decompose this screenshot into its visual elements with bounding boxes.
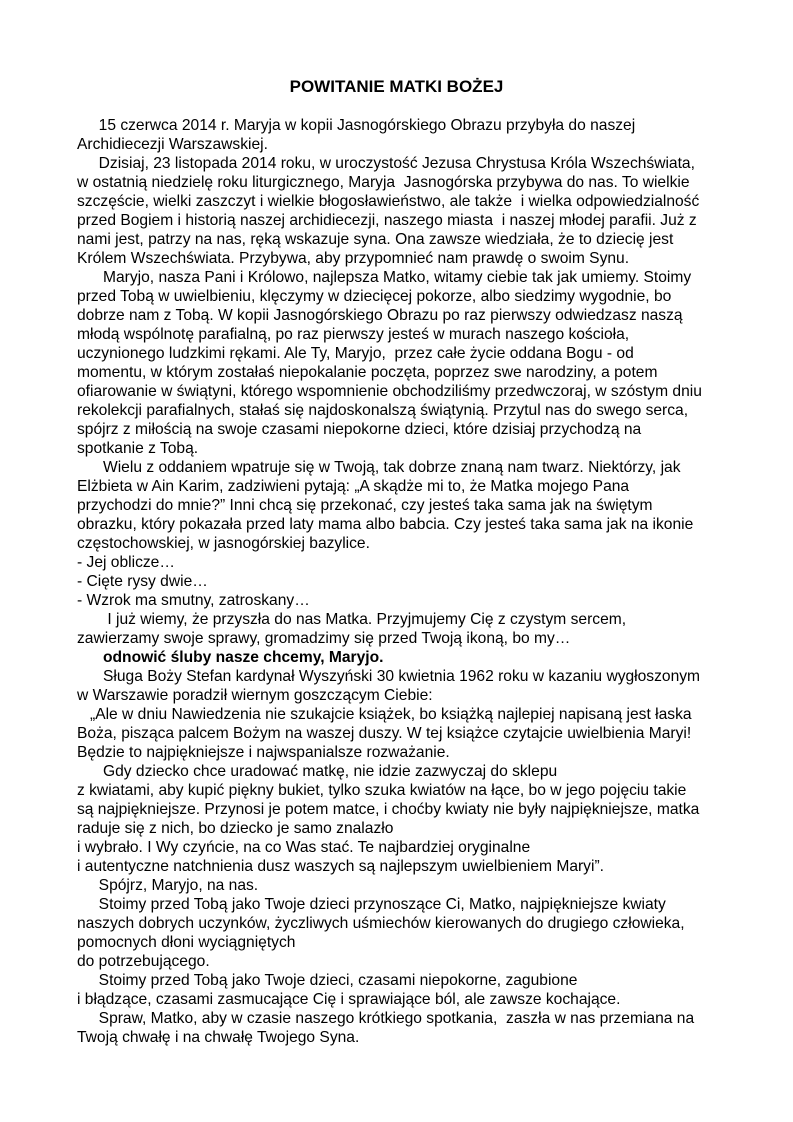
text-line: raduje się z nich, bo dziecko je samo znalazło bbox=[77, 820, 394, 837]
text-line: Gdy dziecko chce uradować matkę, nie idzie zazwyczaj do sklepu bbox=[77, 763, 558, 780]
text-line: Boża, pisząca palcem Bożym na waszej duszy. W tej książce czytajcie uwielbienia Maryi! bbox=[77, 725, 692, 742]
text-line: Archidiecezji Warszawskiej. bbox=[77, 136, 268, 153]
text-line: pomocnych dłoni wyciągniętych bbox=[77, 934, 296, 951]
text-line: do potrzebującego. bbox=[77, 953, 210, 970]
text-line: Stoimy przed Tobą jako Twoje dzieci, czasami niepokorne, zagubione bbox=[77, 972, 578, 989]
text-line: rekolekcji parafialnych, stałaś się najdoskonalszą świątynią. Przytul nas do swego serca, bbox=[77, 402, 689, 419]
text-line: ofiarowanie w świątyni, którego wspomnienie obchodziliśmy przedwczoraj, w szóstym dniu bbox=[77, 383, 702, 400]
text-line: w Warszawie poradził wiernym goszczącym Ciebie: bbox=[77, 687, 433, 704]
text-line: - Jej oblicze… bbox=[77, 554, 175, 571]
text-line: Będzie to najpiękniejsze i najwspanialsze rozważanie. bbox=[77, 744, 450, 761]
text-line: Wielu z oddaniem wpatruje się w Twoją, tak dobrze znaną nam twarz. Niektórzy, jak bbox=[77, 459, 681, 476]
text-line: „Ale w dniu Nawiedzenia nie szukajcie książek, bo książką najlepiej napisaną jest łaska bbox=[77, 706, 692, 723]
text-line: przed Bogiem i historią naszej archidiecezji, naszego miasta i naszej młodej parafii. Już z bbox=[77, 212, 697, 229]
page-title: POWITANIE MATKI BOŻEJ bbox=[289, 77, 504, 96]
text-line: Spraw, Matko, aby w czasie naszego krótkiego spotkania, zaszła w nas przemiana na bbox=[77, 1010, 695, 1027]
text-line: i wybrało. I Wy czyńcie, na co Was stać. Te najbardziej oryginalne bbox=[77, 839, 531, 856]
text-line: Dzisiaj, 23 listopada 2014 roku, w uroczystość Jezusa Chrystusa Króla Wszechświata, bbox=[77, 155, 695, 172]
text-line: Spójrz, Maryjo, na nas. bbox=[77, 877, 259, 894]
text-line: I już wiemy, że przyszła do nas Matka. Przyjmujemy Cię z czystym sercem, bbox=[77, 611, 627, 628]
text-line: - Cięte rysy dwie… bbox=[77, 573, 208, 590]
text-line: spójrz z miłością na swoje czasami niepokorne dzieci, które dzisiaj przychodzą na bbox=[77, 421, 642, 438]
bold-text-line: odnowić śluby nasze chcemy, Maryjo. bbox=[77, 649, 384, 666]
text-line: spotkanie z Tobą. bbox=[77, 440, 199, 457]
text-line: Twoją chwałę i na chwałę Twojego Syna. bbox=[77, 1029, 360, 1046]
text-line: szczęście, wielki zaszczyt i wielkie błogosławieństwo, ale także i wielka odpowiedzialność bbox=[77, 193, 700, 210]
text-line: przed Tobą w uwielbieniu, klęczymy w dziecięcej pokorze, albo siedzimy wygodnie, bo bbox=[77, 288, 672, 305]
text-line: 15 czerwca 2014 r. Maryja w kopii Jasnogórskiego Obrazu przybyła do naszej bbox=[77, 117, 636, 134]
text-line: i autentyczne natchnienia dusz waszych są najlepszym uwielbieniem Maryi”. bbox=[77, 858, 604, 875]
text-line: z kwiatami, aby kupić piękny bukiet, tylko szuka kwiatów na łące, bo w jego pojęciu takie bbox=[77, 782, 687, 799]
text-line: obrazku, który pokazała przed laty mama albo babcia. Czy jesteś taka sama jak na ikonie bbox=[77, 516, 694, 533]
text-line: są najpiękniejsze. Przynosi je potem matce, i choćby kwiaty nie były najpiękniejsze, matka bbox=[77, 801, 700, 818]
text-line: Królem Wszechświata. Przybywa, aby przypomnieć nam prawdę o swoim Synu. bbox=[77, 250, 630, 267]
text-line: Sługa Boży Stefan kardynał Wyszyński 30 kwietnia 1962 roku w kazaniu wygłoszonym bbox=[77, 668, 701, 685]
text-line: Elżbieta w Ain Karim, zadziwieni pytają: „A skądże mi to, że Matka mojego Pana bbox=[77, 478, 630, 495]
text-line: w ostatnią niedzielę roku liturgicznego, Maryja Jasnogórska przybywa do nas. To wielkie bbox=[77, 174, 690, 191]
text-line: - Wzrok ma smutny, zatroskany… bbox=[77, 592, 310, 609]
text-line: i błądzące, czasami zasmucające Cię i sprawiające ból, ale zawsze kochające. bbox=[77, 991, 621, 1008]
text-line: częstochowskiej, w jasnogórskiej bazylice. bbox=[77, 535, 370, 552]
text-line: dobrze nam z Tobą. W kopii Jasnogórskiego Obrazu po raz pierwszy odwiedzasz naszą bbox=[77, 307, 683, 324]
text-line: nami jest, patrzy na nas, ręką wskazuje syna. Ona zawsze wiedziała, że to dziecię jest bbox=[77, 231, 674, 248]
text-line: Maryjo, nasza Pani i Królowo, najlepsza Matko, witamy ciebie tak jak umiemy. Stoimy bbox=[77, 269, 692, 286]
text-line: uczynionego ludzkimi rękami. Ale Ty, Maryjo, przez całe życie oddana Bogu - od bbox=[77, 345, 634, 362]
text-line: naszych dobrych uczynków, życzliwych uśmiechów kierowanych do drugiego człowieka, bbox=[77, 915, 685, 932]
text-line: zawierzamy swoje sprawy, gromadzimy się przed Twoją ikoną, bo my… bbox=[77, 630, 571, 647]
text-line: przychodzi do mnie?” Inni chcą się przekonać, czy jesteś taka sama jak na świętym bbox=[77, 497, 653, 514]
text-line: Stoimy przed Tobą jako Twoje dzieci przynoszące Ci, Matko, najpiękniejsze kwiaty bbox=[77, 896, 666, 913]
text-line: młodą wspólnotę parafialną, po raz pierwszy jesteś w murach naszego kościoła, bbox=[77, 326, 630, 343]
text-line: momentu, w którym zostałaś niepokalanie poczęta, poprzez swe narodziny, a potem bbox=[77, 364, 658, 381]
